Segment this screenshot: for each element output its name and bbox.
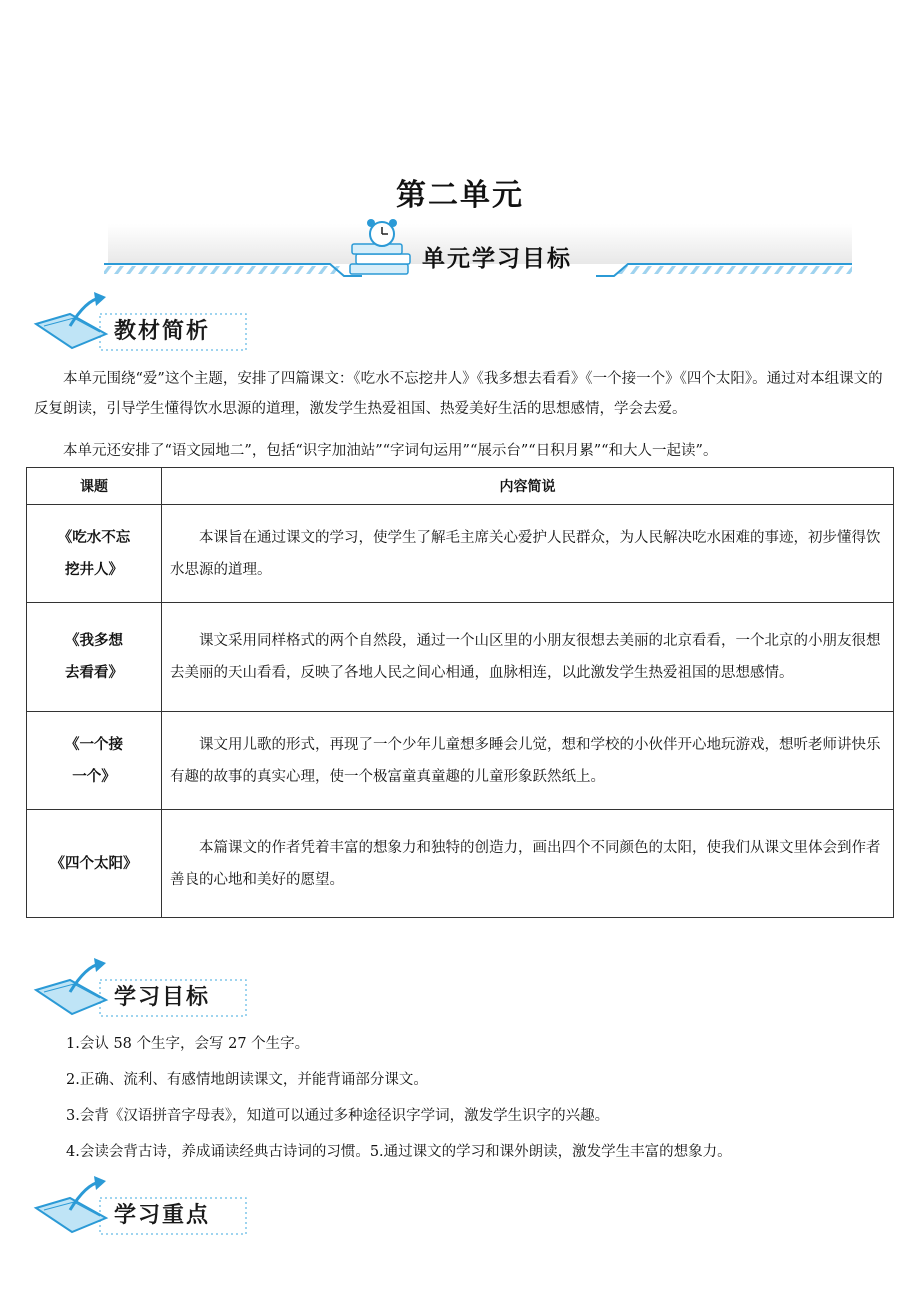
lesson-title-line: 《四个太阳》 [50, 855, 138, 872]
lesson-title-line: 《我多想 [65, 633, 123, 649]
intro-paragraph-1: 本单元围绕“爱”这个主题，安排了四篇课文：《吃水不忘挖井人》《我多想去看看》《一个接一个》《四个太阳》。通过对本组课文的反复朗读，引导学生懂得饮水思源的道理，激发学生热爱祖国、热爱美好生活的思想感情，学会去爱。 [34, 371, 883, 417]
column-header-title: 课题 [27, 468, 162, 505]
section-title: 学习目标 [114, 985, 211, 1010]
lesson-title [27, 810, 162, 918]
section-title: 教材简析 [114, 319, 211, 344]
table-row [27, 603, 894, 712]
lesson-description: 课文用儿歌的形式，再现了一个少年儿童想多睡会儿觉，想和学校的小伙伴开心地玩游戏，想听老师讲快乐有趣的故事的真实心理，使一个极富童真童趣的儿童形象跃然纸上。 [162, 712, 894, 810]
section-header-learning-focus [30, 1176, 260, 1240]
goal-item: 1.会认 58 个生字，会写 27 个生字。 [66, 1036, 310, 1052]
lesson-description: 课文采用同样格式的两个自然段，通过一个山区里的小朋友很想去美丽的北京看看，一个北京的小朋友很想去美丽的天山看看，反映了各地人民之间心相通，血脉相连，以此激发学生热爱祖国的思想感情。 [162, 603, 894, 712]
unit-title: 第二单元 [396, 178, 524, 213]
lesson-description: 本篇课文的作者凭着丰富的想象力和独特的创造力，画出四个不同颜色的太阳，使我们从课文里体会到作者善良的心地和美好的愿望。 [162, 810, 894, 918]
lesson-title-line: 《一个接 [65, 736, 123, 753]
banner-title: 单元学习目标 [422, 246, 572, 272]
goal-item: 3.会背《汉语拼音字母表》，知道可以通过多种途径识字学词，激发学生识字的兴趣。 [66, 1108, 610, 1124]
lesson-title-line: 去看看》 [65, 665, 123, 681]
lesson-title [27, 712, 162, 810]
section-header-textbook-analysis [30, 292, 260, 356]
table-header-row [27, 468, 894, 505]
lesson-title-line: 挖井人》 [65, 561, 123, 578]
lesson-title [27, 603, 162, 712]
table-row [27, 810, 894, 918]
lesson-table [26, 467, 894, 918]
intro-paragraph-2: 本单元还安排了“语文园地二”，包括“识字加油站”“字词句运用”“展示台”“日积月累”“和大人一起读”。 [63, 443, 718, 459]
lesson-title-line: 一个》 [72, 768, 116, 785]
goal-item: 2.正确、流利、有感情地朗读课文，并能背诵部分课文。 [66, 1072, 428, 1088]
lesson-title-line: 《吃水不忘 [57, 529, 131, 546]
section-header-learning-goals [30, 958, 260, 1022]
lesson-title [27, 505, 162, 603]
table-row [27, 505, 894, 603]
table-row [27, 712, 894, 810]
unit-goals-banner [100, 218, 852, 282]
lesson-description: 本课旨在通过课文的学习，使学生了解毛主席关心爱护人民群众，为人民解决吃水困难的事迹，初步懂得饮水思源的道理。 [162, 505, 894, 603]
goal-item: 4.会读会背古诗，养成诵读经典古诗词的习惯。5.通过课文的学习和课外朗读，激发学生丰富的想象力。 [66, 1144, 732, 1160]
section-title: 学习重点 [114, 1203, 211, 1228]
column-header-summary: 内容简说 [162, 468, 894, 505]
